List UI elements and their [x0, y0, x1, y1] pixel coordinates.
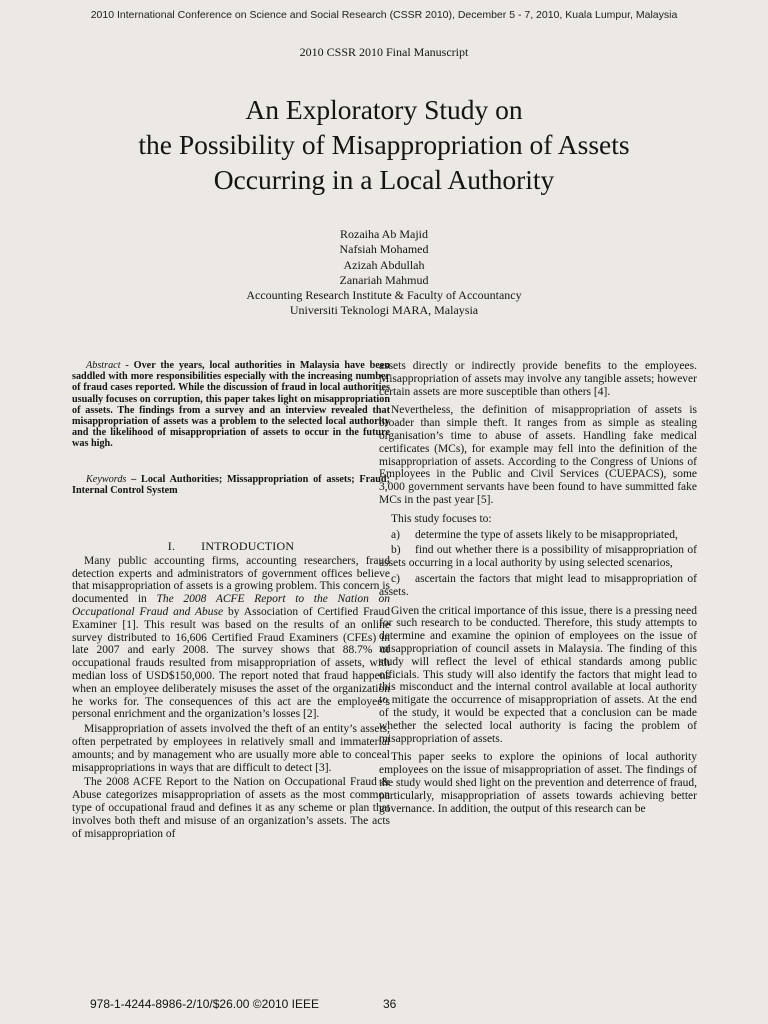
list-item — [379, 529, 697, 542]
intro-paragraph-1 — [72, 555, 390, 721]
title-line: the Possibility of Misappropriation of Assets — [138, 129, 630, 160]
keywords — [72, 474, 390, 496]
continued-paragraph: assets directly or indirectly provide benefits to the employees. Misappropriation of assets may involve any tangible assets; however certain assets are more susceptible than others [4]. — [379, 360, 697, 398]
title-line: Occurring in a Local Authority — [213, 164, 555, 195]
list-item — [379, 573, 697, 599]
paragraph-text: by Association of Certified Fraud Examiner [1]. This result was based on the results of an online survey distributed to 16,606 Certified Fraud Examiners (CFEs) in late 2007 and early 2008. The survey shows that 88.7% of occupational frauds resulted from misappropriation of assets, with median loss of USD$150,000. The report noted that fraud happens when an employee deliberately misuses the asset of the organization he works for. The consequences of this act are the employee’s personal enrichment and the organization’s losses [2]. — [72, 606, 390, 721]
page-number: 36 — [383, 997, 397, 1011]
paragraph-text: Many public accounting firms, accounting researchers, fraud detection experts and administrators of government offices believe that misappropriation of assets is a growing problem. This concern is documented in — [72, 554, 390, 606]
intro-paragraph-3: The 2008 ACFE Report to the Nation on Occupational Fraud & Abuse categorizes misappropriation of assets as the most common type of occupational fraud and defines it as any scheme or plan that involves both theft and misuse of an organization’s assets. The acts of misappropriation of — [72, 776, 390, 840]
intro-paragraph-2: Misappropriation of assets involved the theft of an entity’s assets, often perpetrated by employees in relatively small and immaterial amounts; and by management who are usually more able to conceal misappropriations in ways that are difficult to detect [3]. — [72, 723, 390, 774]
right-column — [379, 360, 697, 815]
author-name: Zanariah Mahmud — [339, 272, 429, 287]
definition-paragraph: Nevertheless, the definition of misappropriation of assets is broader than simple theft. It ranges from as simple as stealing organisation’s time to abuse of assets. Handling fake medical certificates (MCs), for example may fell into the definition of the misappropriation of assets. According to the Congress of Unions of Employees in the Public and Civil Services (CUEPACS), some 3,000 government servants have been found to have summitted fake MCs in the past year [5]. — [379, 404, 697, 506]
title-line: An Exploratory Study on — [245, 94, 523, 125]
list-marker: a) — [391, 528, 400, 541]
paper-title — [0, 92, 768, 197]
keywords-text: – Local Authorities; Missappropriation of assets; Fraud; Internal Control System — [72, 473, 390, 496]
abstract-lead: Abstract — [86, 360, 121, 371]
affiliation: Universiti Teknologi MARA, Malaysia — [289, 303, 479, 318]
author-block — [0, 227, 768, 319]
list-text: find out whether there is a possibility of misappropriation of assets occurring in a local authority by using selected scenarios, — [379, 544, 697, 570]
section-number: I. — [167, 539, 176, 554]
conference-header: 2010 International Conference on Science and Social Research (CSSR 2010), December 5 - 7, 2010, Kuala Lumpur, Malaysia — [90, 9, 678, 21]
list-item — [379, 544, 697, 570]
footer-isbn: 978-1-4244-8986-2/10/$26.00 ©2010 IEEE — [90, 997, 320, 1011]
abstract — [72, 360, 390, 450]
author-name: Nafsiah Mohamed — [339, 242, 429, 257]
keywords-lead: Keywords — [86, 473, 127, 485]
list-text: ascertain the factors that might lead to misappropriation of assets. — [379, 572, 697, 598]
affiliation: Accounting Research Institute & Faculty of Accountancy — [246, 288, 522, 303]
author-name: Rozaiha Ab Majid — [340, 227, 428, 241]
author-name: Azizah Abdullah — [343, 257, 425, 272]
list-marker: b) — [391, 544, 401, 557]
report-title-italic: The 2008 ACFE Report to the Nation on Occupational Fraud and Abuse — [72, 593, 390, 619]
manuscript-label: 2010 CSSR 2010 Final Manuscript — [299, 45, 469, 59]
list-text: determine the type of assets likely to be misappropriated, — [415, 528, 678, 541]
abstract-text: - Over the years, local authorities in Malaysia have been saddled with more responsibilities especially with the increasing number of fraud cases reported. While the discussion of fraud in local authorities usually focuses on corruption, this paper takes light on misappropriation of assets. The findings from a survey and an interview revealed that misappropriation of assets was a problem to the selected local authority and the likelihood of misappropriation of assets to occur in the future was high. — [72, 360, 390, 450]
section-title: INTRODUCTION — [201, 539, 295, 554]
left-column — [72, 360, 390, 840]
section-heading — [72, 540, 390, 553]
purpose-paragraph: This paper seeks to explore the opinions of local authority employees on the issue of misappropriation of asset. The findings of the study would shed light on the prevention and deterrence of fraud, particularly, misappropriation of assets towards achieving better governance. In addition, the output of this research can be — [379, 751, 697, 815]
list-marker: c) — [391, 572, 400, 585]
focus-intro: This study focuses to: — [391, 512, 492, 525]
importance-paragraph: Given the critical importance of this issue, there is a pressing need for such research to be conducted. Therefore, this study attempts to determine and examine the opinion of employees on the issue of misappropriation of council assets in Malaysia. The finding of this study will reflect the level of ethical standards among public officials. This study will also identify the factors that might lead to this misconduct and the internal control available at local authority to mitigate the occurrence of misappropriation of assets. At the end of the study, it would be expected that a conclusion can be made whether the selected local authority is facing the problem of misappropriation of assets. — [379, 604, 697, 745]
